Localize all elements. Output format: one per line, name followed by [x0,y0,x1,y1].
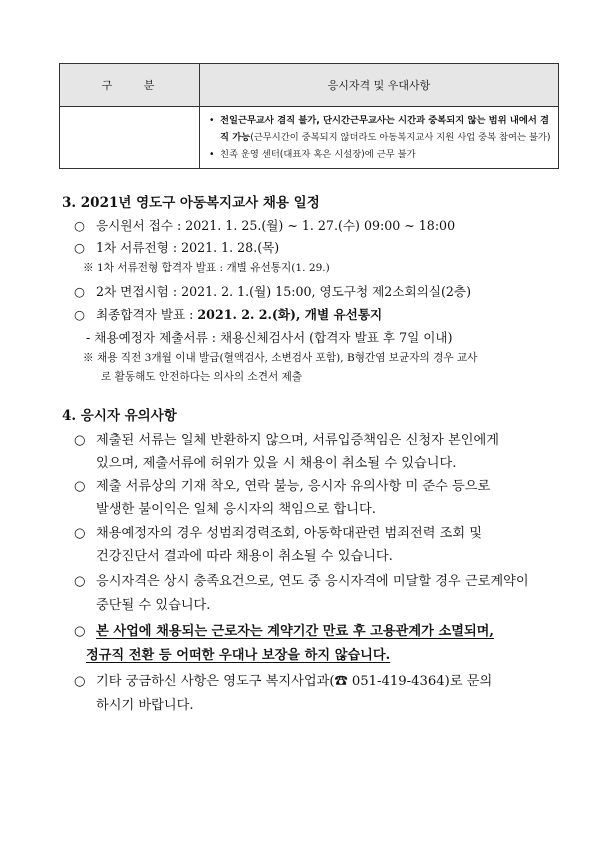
qualification-table [59,63,559,169]
notice-item-important: ○ 본 사업에 채용되는 근로자는 계약기간 만료 후 고용관계가 소멸되며, [74,624,495,639]
qualification-list [201,108,557,167]
notice-item-contact: ○ 기타 궁금하신 사항은 영도구 복지사업과(☎ 051-419-4364)로 문의 [74,674,493,689]
table-row [60,107,559,169]
header-qualifications: 응시자격 및 우대사항 [200,64,559,107]
health-check-note-cont: 로 활동해도 안전하다는 의사의 소견서 제출 [101,371,303,383]
notice-item-contact-cont: 하시기 바랍니다. [96,698,194,713]
item-text: 친족 운영 센터(대표자 혹은 시설장)에 근무 불가 [220,149,416,160]
item-text: (근무시간이 중복되지 않더라도 아동복지교사 지원 사업 중복 참여는 불가) [250,132,551,143]
notice-item-important-cont: 정규직 전환 등 어떠한 우대나 보장을 하지 않습니다. [86,648,391,663]
notice-item: ○ 제출된 서류는 일체 반환하지 않으며, 서류입증책임은 신청자 본인에게 [74,433,499,448]
interview: ○ 2차 면접시험 : 2021. 2. 1.(월) 15:00, 영도구청 제2소회의실(2층) [74,284,471,299]
notice-item: ○ 제출 서류상의 기재 착오, 연락 불능, 응시자 유의사항 미 준수 등으로 [74,479,491,494]
header-category: 구 분 [60,64,200,107]
list-item [209,112,551,146]
notice-item-cont: 건강진단서 결과에 따라 채용이 취소될 수 있습니다. [96,549,393,564]
final-announcement: ○ 최종합격자 발표 : 2021. 2. 2.(화), 개별 유선통지 [74,307,383,322]
notice-item: ○ 채용예정자의 경우 성범죄경력조회, 아동학대관련 범죄전력 조회 및 [74,526,483,541]
table-header-row [60,64,559,107]
item-bold-text: 전일근무교사 겸직 불가, 단시간근무교사는 시간과 중복되지 않는 범위 내에서 겸직 가능 [220,115,550,143]
health-check-note: ※ 채용 직전 3개월 이내 발급(혈액검사, 소변검사 포함), B형간염 보균자의 경우 교사 [83,352,478,364]
document-screening-note: ※ 1차 서류전형 합격자 발표 : 개별 유선통지(1. 29.) [83,262,330,274]
section3-title: 3. 2021년 영도구 아동복지교사 채용 일정 [62,195,320,211]
category-cell [60,107,200,169]
notice-item-cont: 발생한 불이익은 일체 응시자의 책임으로 합니다. [96,502,376,517]
section4-title: 4. 응시자 유의사항 [62,408,177,424]
notice-item-cont: 있으며, 제출서류에 허위가 있을 시 채용이 취소될 수 있습니다. [96,456,457,471]
document-screening: ○ 1차 서류전형 : 2021. 1. 28.(목) [74,240,280,255]
list-item [209,146,551,163]
notice-item-cont: 중단될 수 있습니다. [96,598,211,613]
notice-item: ○ 응시자격은 상시 충족요건으로, 연도 중 응시자격에 미달할 경우 근로계약이 [74,574,529,589]
phone-icon: ☎ [334,674,348,689]
apply-period: ○ 응시원서 접수 : 2021. 1. 25.(월) ~ 1. 27.(수) 09:00 ~ 18:00 [74,218,456,233]
qualification-cell [200,107,559,169]
required-documents: - 채용예정자 제출서류 : 채용신체검사서 (합격자 발표 후 7일 이내) [86,330,453,345]
